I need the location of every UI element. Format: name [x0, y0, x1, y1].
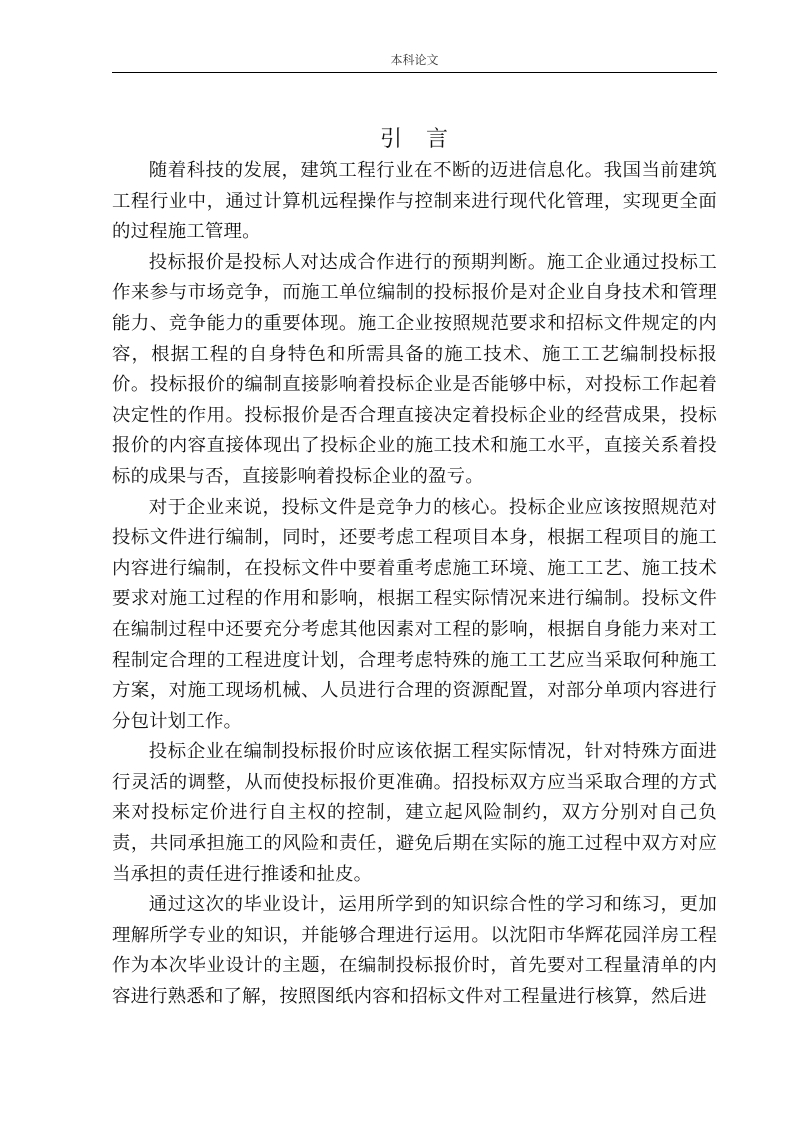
paragraph: 投标报价是投标人对达成合作进行的预期判断。施工企业通过投标工作来参与市场竞争，而施工单位编制的投标报价是对企业自身技术和管理能力、竞争能力的重要体现。施工企业按照规范要求和招标文件规定的内容，根据工程的自身特色和所需具备的施工技术、施工工艺编制投标报价。投标报价的编制直接影响着投标企业是否能够中标，对投标工作起着决定性的作用。投标报价是否合理直接决定着投标企业的经营成果，投标报价的内容直接体现出了投标企业的施工技术和施工水平，直接关系着投标的成果与否，直接影响着投标企业的盈亏。: [112, 251, 717, 487]
section-title: 引 言: [379, 127, 449, 152]
paragraph: 随着科技的发展，建筑工程行业在不断的迈进信息化。我国当前建筑工程行业中，通过计算机远程操作与控制来进行现代化管理，实现更全面的过程施工管理。: [112, 160, 717, 243]
header-divider: [112, 72, 717, 73]
paragraph: 对于企业来说，投标文件是竞争力的核心。投标企业应该按照规范对投标文件进行编制，同时，还要考虑工程项目本身，根据工程项目的施工内容进行编制，在投标文件中要着重考虑施工环境、施工工艺、施工技术要求对施工过程的作用和影响，根据工程实际情况来进行编制。投标文件在编制过程中还要充分考虑其他因素对工程的影响，根据自身能力来对工程制定合理的工程进度计划，合理考虑特殊的施工工艺应当采取何种施工方案，对施工现场机械、人员进行合理的资源配置，对部分单项内容进行分包计划工作。: [112, 496, 717, 732]
paragraph: 通过这次的毕业设计，运用所学到的知识综合性的学习和练习，更加理解所学专业的知识，并能够合理进行运用。以沈阳市华辉花园洋房工程作为本次毕业设计的主题，在编制投标报价时，首先要对工程量清单的内容进行熟悉和了解，按照图纸内容和招标文件对工程量进行核算，然后进: [112, 894, 717, 1008]
running-header: 本科论文: [390, 53, 439, 67]
paragraph: 投标企业在编制投标报价时应该依据工程实际情况，针对特殊方面进行灵活的调整，从而使投标报价更准确。招投标双方应当采取合理的方式来对投标定价进行自主权的控制，建立起风险制约，双方分别对自己负责，共同承担施工的风险和责任，避免后期在实际的施工过程中双方对应当承担的责任进行推诿和扯皮。: [112, 741, 717, 885]
body-text: [112, 156, 717, 1013]
